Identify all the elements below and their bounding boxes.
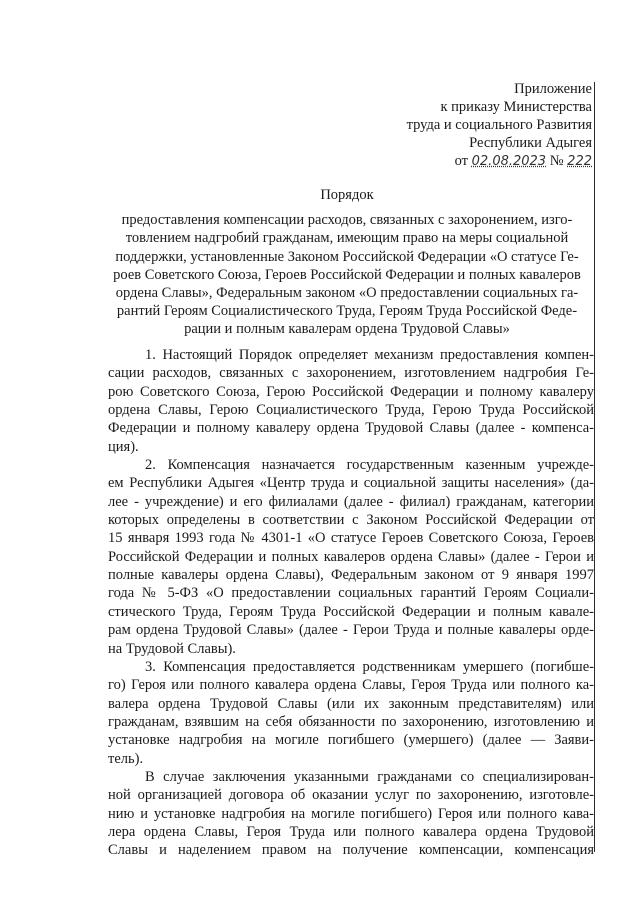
text-line: В случае заключения указанными гражданами со специализирован- xyxy=(145,768,594,785)
text-line: 15 января 1993 года № 4301-1 «О статусе Героев Советского Союза, Героев xyxy=(108,530,594,547)
header-line-4: Республики Адыгея xyxy=(469,135,592,151)
appendix-header xyxy=(360,80,592,171)
text-line: гражданам, взявшим на себя обязанности по захоронению, изготовлению и xyxy=(108,713,594,730)
handwritten-date: 02.08.2023 xyxy=(471,154,547,169)
handwritten-number: 222 xyxy=(567,154,592,169)
text-line: которых определены в соответствии с Законом Российской Федерации от xyxy=(108,512,594,529)
title-line: товлением надгробий гражданам, имеющим право на меры социальной xyxy=(125,230,569,247)
text-line: валера ордена Трудовой Славы (или их законным представителям) или xyxy=(108,695,594,712)
paragraph-2 xyxy=(108,456,594,658)
text-line: рам ордена Трудовой Славы» (далее - Герои Труда и полные кавалеры орде- xyxy=(108,622,594,639)
paragraph-3 xyxy=(108,658,594,768)
paragraph-1 xyxy=(108,346,594,456)
text-line: 3. Компенсация предоставляется родственникам умершего (погибше- xyxy=(145,658,594,675)
title-heading: Порядок xyxy=(320,187,374,203)
title-line: рантий Героям Социалистического Труда, Героям Труда Российской Феде- xyxy=(116,303,578,320)
document-body xyxy=(108,346,594,860)
text-line: сации расходов, связанных с захоронением, изготовлением надгробия Ге- xyxy=(108,365,594,382)
header-line-3: труда и социального Развития xyxy=(406,117,592,133)
text-line: на Трудовой Славы). xyxy=(108,640,236,657)
header-line-1: Приложение xyxy=(514,81,592,97)
text-line: ной организацией договора об оказании услуг по захоронению, изготовле- xyxy=(108,787,594,804)
header-date-line xyxy=(360,152,592,171)
text-line: 1. Настоящий Порядок определяет механизм предоставления компен- xyxy=(145,347,594,363)
title-line: роев Советского Союза, Героев Российской Федерации и полных кавалеров xyxy=(113,266,581,283)
text-line: лера ордена Славы, Героя Труда или полного кавалера ордена Трудовой xyxy=(108,823,594,840)
text-line: года № 5-ФЗ «О предоставлении социальных гарантий Героям Социали- xyxy=(108,585,594,602)
title-line: рации и полным кавалерам ордена Трудовой Славы» xyxy=(184,321,510,338)
text-line: стического Труда, Героям Труда Российской Федерации и полным кавале- xyxy=(108,603,594,620)
text-line: ция). xyxy=(108,438,139,455)
header-line-2: к приказу Министерства xyxy=(440,99,592,115)
text-line: Славы и наделением правом на получение компенсации, компенсация xyxy=(108,842,594,859)
text-line: го) Героя или полного кавалера ордена Славы, Героя Труда или полного ка- xyxy=(108,677,594,694)
text-line: полные кавалеры ордена Славы), Федеральным законом от 9 января 1997 xyxy=(108,567,594,584)
text-line: ордена Славы, Герою Социалистического Труда, Герою Труда Российской xyxy=(108,402,594,419)
text-line: тель). xyxy=(108,750,144,767)
text-line: 2. Компенсация назначается государственным казенным учрежде- xyxy=(145,457,594,474)
text-line: ем Республики Адыгея «Центр труда и социальной защиты населения» (да- xyxy=(108,475,594,492)
number-prefix: № xyxy=(549,153,564,169)
document-title xyxy=(100,186,594,339)
scan-edge-line xyxy=(594,82,595,852)
title-line: поддержки, установленные Законом Российской Федерации «О статусе Ге- xyxy=(115,248,579,265)
paragraph-4 xyxy=(108,768,594,860)
text-line: Федерации и полному кавалеру ордена Трудовой Славы (далее - компенса- xyxy=(108,420,594,437)
text-line: нию и установке надгробия на могиле погибшего) Героя или полного кава- xyxy=(108,805,594,822)
date-prefix: от xyxy=(454,153,469,169)
text-line: лее - учреждение) и его филиалами (далее - филиал) гражданам, категории xyxy=(108,493,594,510)
title-line: предоставления компенсации расходов, связанных с захоронением, изго- xyxy=(121,212,573,229)
text-line: установке надгробия на могиле погибшего (умершего) (далее — Заяви- xyxy=(108,732,594,749)
text-line: Российской Федерации и полных кавалеров ордена Славы» (далее - Герои и xyxy=(108,548,594,565)
title-line: ордена Славы», Федеральным законом «О предоставлении социальных га- xyxy=(115,285,579,302)
text-line: рою Советского Союза, Герою Российской Федерации и полному кавалеру xyxy=(108,383,594,400)
